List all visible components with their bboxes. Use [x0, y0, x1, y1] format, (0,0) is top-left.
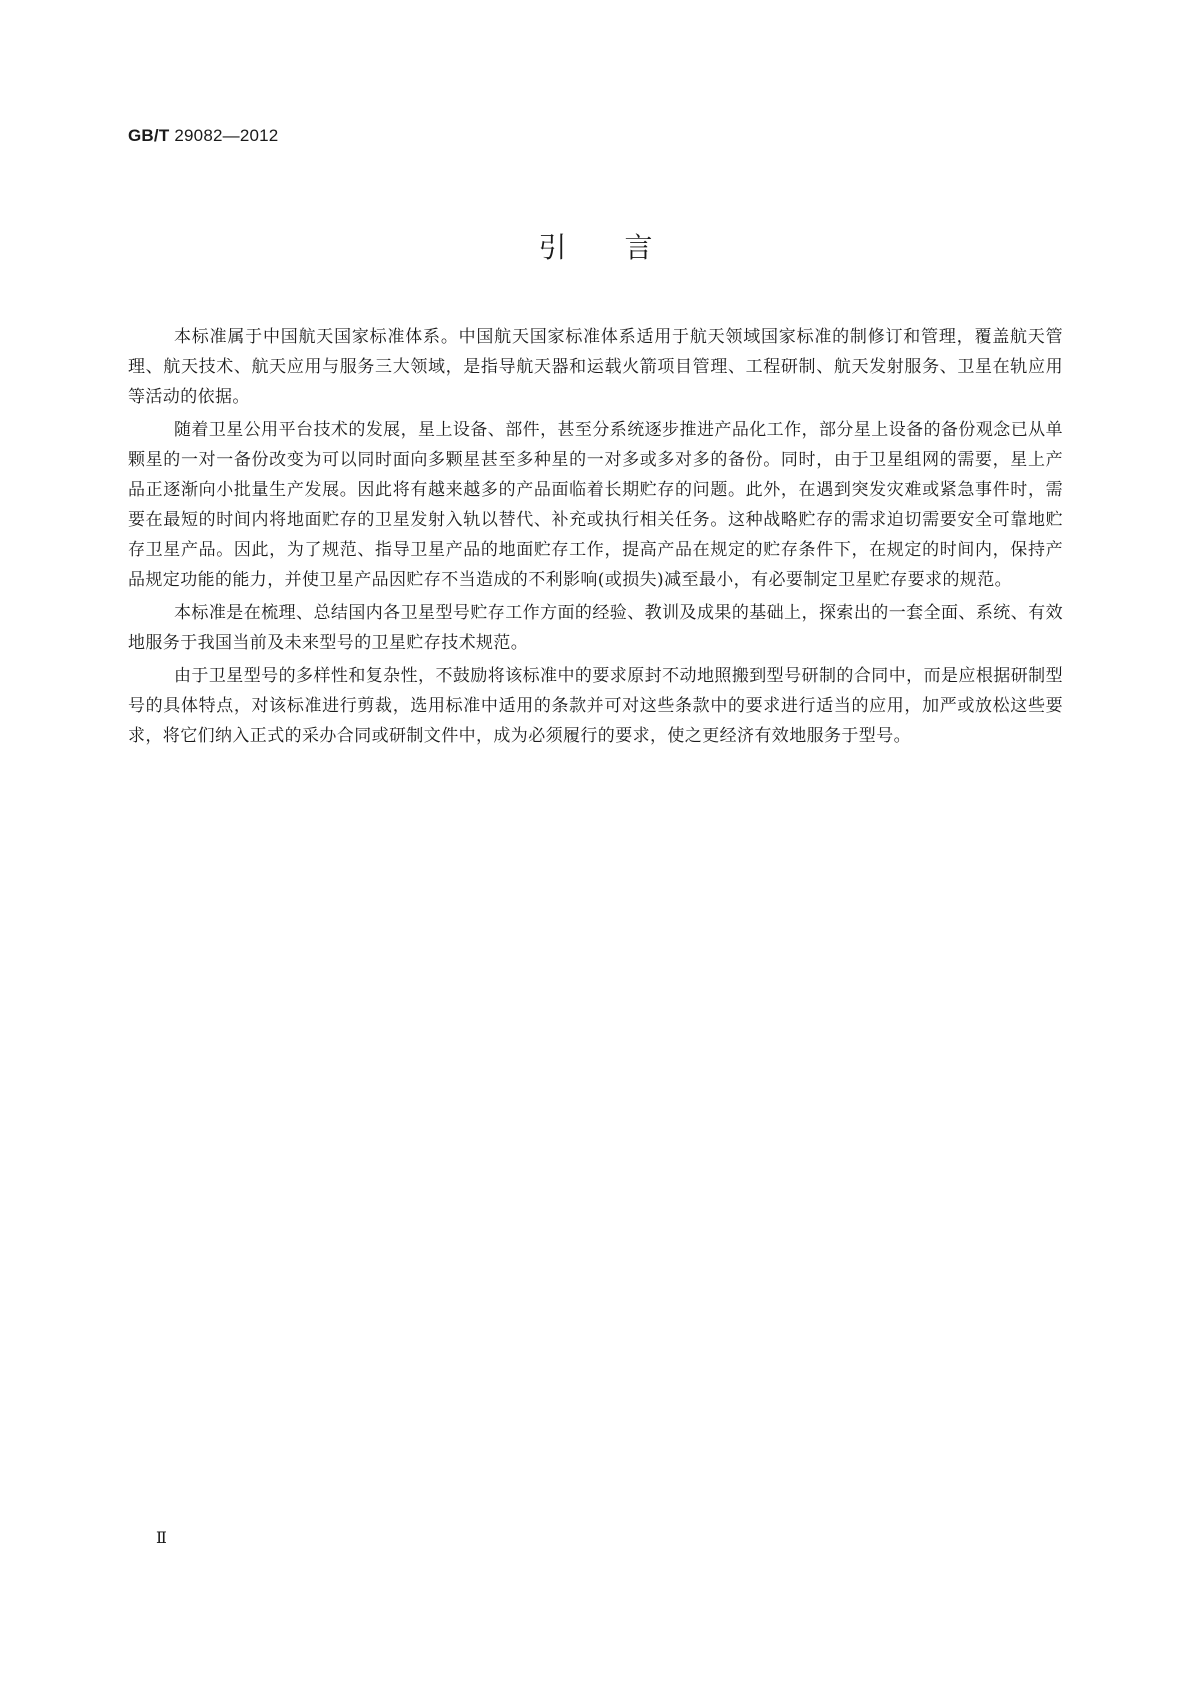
paragraph: 随着卫星公用平台技术的发展，星上设备、部件，甚至分系统逐步推进产品化工作，部分星上设备的备份观念已从单颗星的一对一备份改变为可以同时面向多颗星甚至多种星的一对多或多对多的备份。同时，由于卫星组网的需要，星上产品正逐渐向小批量生产发展。因此将有越来越多的产品面临着长期贮存的问题。此外，在遇到突发灾难或紧急事件时，需要在最短的时间内将地面贮存的卫星发射入轨以替代、补充或执行相关任务。这种战略贮存的需求迫切需要安全可靠地贮存卫星产品。因此，为了规范、指导卫星产品的地面贮存工作，提高产品在规定的贮存条件下，在规定的时间内，保持产品规定功能的能力，并使卫星产品因贮存不当造成的不利影响(或损失)减至最小，有必要制定卫星贮存要求的规范。 — [128, 420, 1063, 590]
page-number: Ⅱ — [156, 1528, 167, 1547]
standard-code — [128, 126, 278, 146]
paragraph: 由于卫星型号的多样性和复杂性，不鼓励将该标准中的要求原封不动地照搬到型号研制的合同中，而是应根据研制型号的具体特点，对该标准进行剪裁，选用标准中适用的条款并可对这些条款中的要求进行适当的应用，加严或放松这些要求，将它们纳入正式的采办合同或研制文件中，成为必须履行的要求，使之更经济有效地服务于型号。 — [128, 666, 1063, 746]
paragraph: 本标准属于中国航天国家标准体系。中国航天国家标准体系适用于航天领域国家标准的制修订和管理，覆盖航天管理、航天技术、航天应用与服务三大领域，是指导航天器和运载火箭项目管理、工程研制、航天发射服务、卫星在轨应用等活动的依据。 — [128, 327, 1063, 407]
page-title: 引言 — [538, 231, 711, 264]
standard-code-number: 29082—2012 — [174, 126, 279, 145]
paragraph: 本标准是在梳理、总结国内各卫星型号贮存工作方面的经验、教训及成果的基础上，探索出的一套全面、系统、有效地服务于我国当前及未来型号的卫星贮存技术规范。 — [128, 603, 1063, 653]
standard-code-prefix: GB/T — [128, 126, 170, 145]
introduction-body — [128, 322, 1063, 754]
